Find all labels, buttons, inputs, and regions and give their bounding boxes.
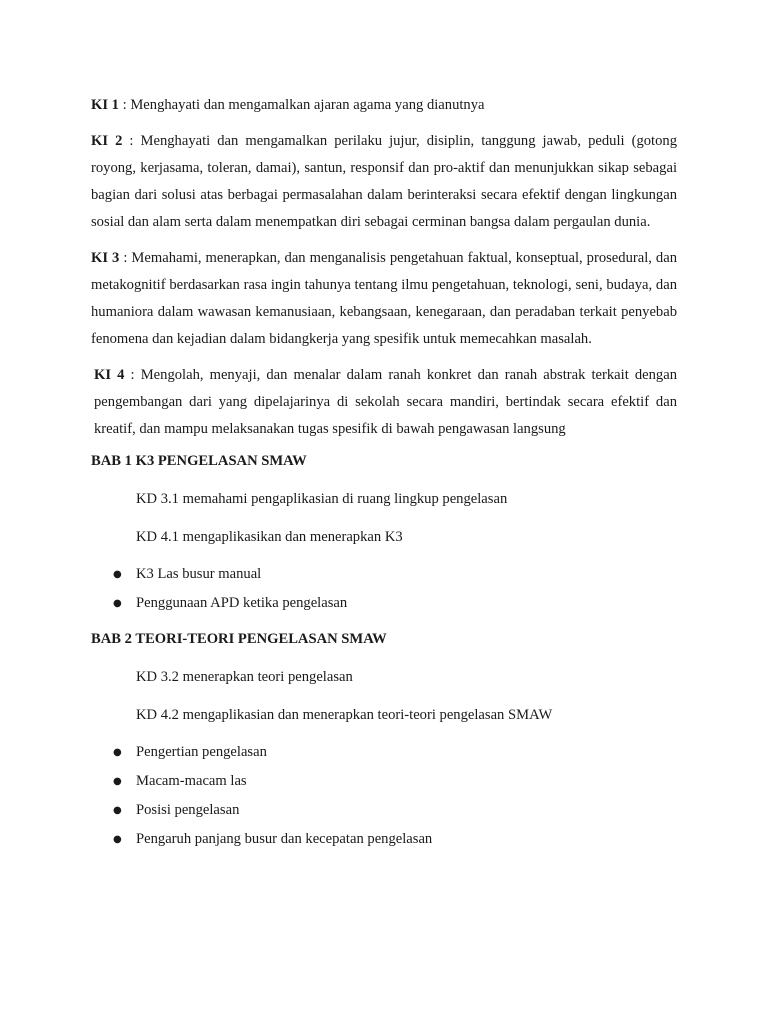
bab1-kd-3-1: KD 3.1 memahami pengaplikasian di ruang lingkup pengelasan bbox=[136, 491, 508, 507]
bab2-bullet-list bbox=[91, 738, 677, 854]
bullet-icon: ● bbox=[113, 834, 122, 845]
bullet-icon: ● bbox=[113, 776, 122, 787]
document-page bbox=[91, 92, 677, 854]
ki3-text: : Memahami, menerapkan, dan menganalisis pengetahuan faktual, konseptual, prosedural, dan metakognitif berdasarkan rasa ingin tahunya tentang ilmu pengetahuan, teknologi, seni, budaya, dan humaniora dalam wawasan kemanusiaan, kebangsaan, kenegaraan, dan peradaban terkait penyebab fenomena dan kejadian dalam bidangkerja yang spesifik untuk memecahkan masalah. bbox=[91, 250, 677, 347]
list-item-text: Pengaruh panjang busur dan kecepatan pengelasan bbox=[136, 831, 433, 847]
ki1-text: : Menghayati dan mengamalkan ajaran agama yang dianutnya bbox=[118, 97, 485, 113]
list-item-text: Posisi pengelasan bbox=[136, 802, 240, 818]
ki2-paragraph bbox=[91, 128, 677, 236]
ki2-text: : Menghayati dan mengamalkan perilaku jujur, disiplin, tanggung jawab, peduli (gotong royong, kerjasama, toleran, damai), santun, responsif dan pro-aktif dan menunjukkan sikap sebagai bagian dari solusi atas berbagai permasalahan dalam berinteraksi secara efektif dengan lingkungan sosial dan alam serta dalam menempatkan diri sebagai cerminan bangsa dalam pergaulan dunia. bbox=[91, 133, 677, 230]
list-item bbox=[91, 796, 677, 825]
ki1-paragraph bbox=[91, 92, 677, 119]
bullet-icon: ● bbox=[113, 569, 122, 580]
list-item-text: Penggunaan APD ketika pengelasan bbox=[136, 595, 348, 611]
list-item bbox=[91, 767, 677, 796]
bullet-icon: ● bbox=[113, 747, 122, 758]
ki3-label: KI 3 bbox=[91, 250, 120, 266]
list-item bbox=[91, 738, 677, 767]
bab1-kd-4-1: KD 4.1 mengaplikasikan dan menerapkan K3 bbox=[136, 529, 403, 545]
bab2-kd-4-2: KD 4.2 mengaplikasian dan menerapkan teori-teori pengelasan SMAW bbox=[136, 707, 553, 723]
bullet-icon: ● bbox=[113, 598, 122, 609]
ki2-label: KI 2 bbox=[91, 133, 123, 149]
ki4-text: : Mengolah, menyaji, dan menalar dalam ranah konkret dan ranah abstrak terkait dengan pengembangan dari yang dipelajarinya di sekolah secara mandiri, bertindak secara efektif dan kreatif, dan mampu melaksanakan tugas spesifik di bawah pengawasan langsung bbox=[94, 367, 677, 437]
bab1-bullet-list bbox=[91, 560, 677, 618]
ki4-label: KI 4 bbox=[94, 367, 125, 383]
list-item bbox=[91, 589, 677, 618]
list-item-text: K3 Las busur manual bbox=[136, 566, 262, 582]
list-item bbox=[91, 560, 677, 589]
list-item bbox=[91, 825, 677, 854]
bab2-kd-3-2: KD 3.2 menerapkan teori pengelasan bbox=[136, 669, 353, 685]
list-item-text: Pengertian pengelasan bbox=[136, 744, 267, 760]
list-item-text: Macam-macam las bbox=[136, 773, 247, 789]
bullet-icon: ● bbox=[113, 805, 122, 816]
ki3-paragraph bbox=[91, 245, 677, 353]
ki1-label: KI 1 bbox=[91, 97, 119, 113]
bab1-heading: BAB 1 K3 PENGELASAN SMAW bbox=[91, 453, 307, 469]
bab2-heading: BAB 2 TEORI-TEORI PENGELASAN SMAW bbox=[91, 631, 387, 647]
ki4-paragraph bbox=[91, 362, 677, 443]
